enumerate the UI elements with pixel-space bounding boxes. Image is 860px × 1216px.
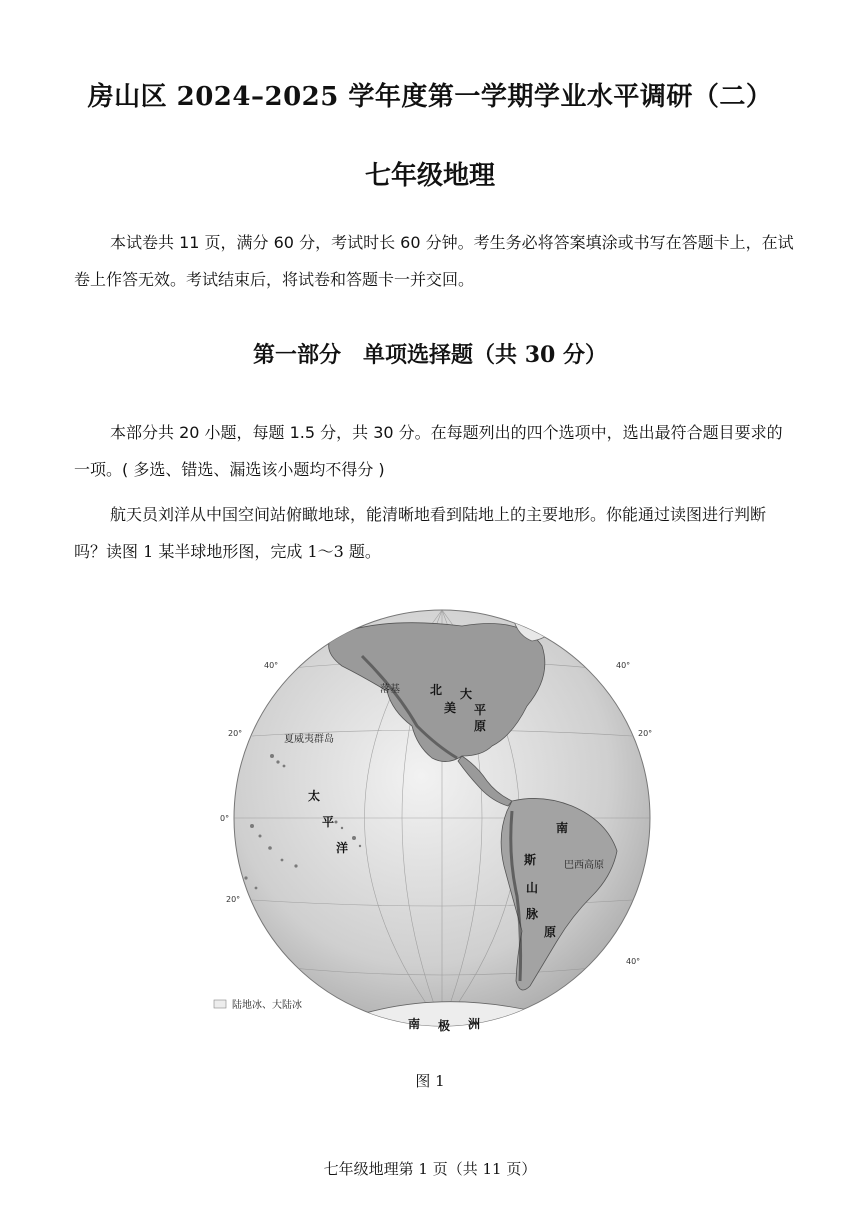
label-sa-brazil: 巴西高原 <box>564 860 604 871</box>
degree-s20: 20° <box>226 895 241 904</box>
degree-s40: 40° <box>626 957 641 966</box>
label-sa-south: 南 <box>556 821 569 835</box>
label-ant-3: 洲 <box>468 1017 481 1031</box>
figure-caption: 图 1 <box>415 1072 445 1090</box>
globe-figure <box>212 596 652 1056</box>
label-ant-2: 极 <box>438 1019 451 1033</box>
label-andes-3: 脉 <box>526 907 539 921</box>
label-na-america: 美 <box>444 701 457 715</box>
label-sa-pampa: 原 <box>544 925 557 939</box>
question-stem-text: 航天员刘洋从中国空间站俯瞰地球，能清晰地看到陆地上的主要地形。你能通过读图进行判断吗？读图 1 某半球地形图，完成 1～3 题。 <box>74 505 767 561</box>
label-hawaii: 夏威夷群岛 <box>284 734 334 745</box>
page-footer: 七年级地理第 1 页（共 11 页） <box>323 1160 537 1178</box>
degree-n20-right: 20° <box>638 729 652 738</box>
degree-n40-right: 40° <box>616 661 631 670</box>
label-ant-1: 南 <box>408 1017 421 1031</box>
question-stem <box>74 496 794 570</box>
degree-n40-left: 40° <box>264 661 279 670</box>
label-pacific-1: 太 <box>308 789 321 803</box>
label-pacific-2: 平 <box>322 815 335 829</box>
hemisphere-terrain-map <box>212 596 652 1056</box>
section-title: 第一部分 单项选择题（共 30 分） <box>253 342 607 368</box>
label-pacific-3: 洋 <box>336 841 349 855</box>
section-intro-text: 本部分共 20 小题，每题 1.5 分，共 30 分。在每题列出的四个选项中，选出最符合题目要求的一项。( 多选、错选、漏选该小题均不得分 ) <box>74 423 783 479</box>
exam-notice-text: 本试卷共 11 页，满分 60 分，考试时长 60 分钟。考生务必将答案填涂或书写在答题卡上，在试卷上作答无效。考试结束后，将试卷和答题卡一并交回。 <box>74 233 794 289</box>
legend-swatch <box>214 1000 226 1008</box>
legend-label: 陆地冰、大陆冰 <box>232 1000 302 1011</box>
label-andes-2: 山 <box>526 881 539 895</box>
label-na-plain: 平 <box>474 703 487 717</box>
exam-title: 房山区 2024–2025 学年度第一学期学业水平调研（二） <box>87 82 773 112</box>
subject-title: 七年级地理 <box>364 161 495 191</box>
label-na-yuan: 原 <box>474 719 487 733</box>
section-intro <box>74 414 794 488</box>
degree-eq: 0° <box>220 814 230 823</box>
degree-n20-left: 20° <box>228 729 243 738</box>
label-na-big: 大 <box>460 687 473 701</box>
label-na-north: 北 <box>430 683 443 697</box>
label-andes-1: 斯 <box>524 853 537 867</box>
exam-notice <box>74 224 794 298</box>
label-rocky: 落基 <box>380 684 400 695</box>
